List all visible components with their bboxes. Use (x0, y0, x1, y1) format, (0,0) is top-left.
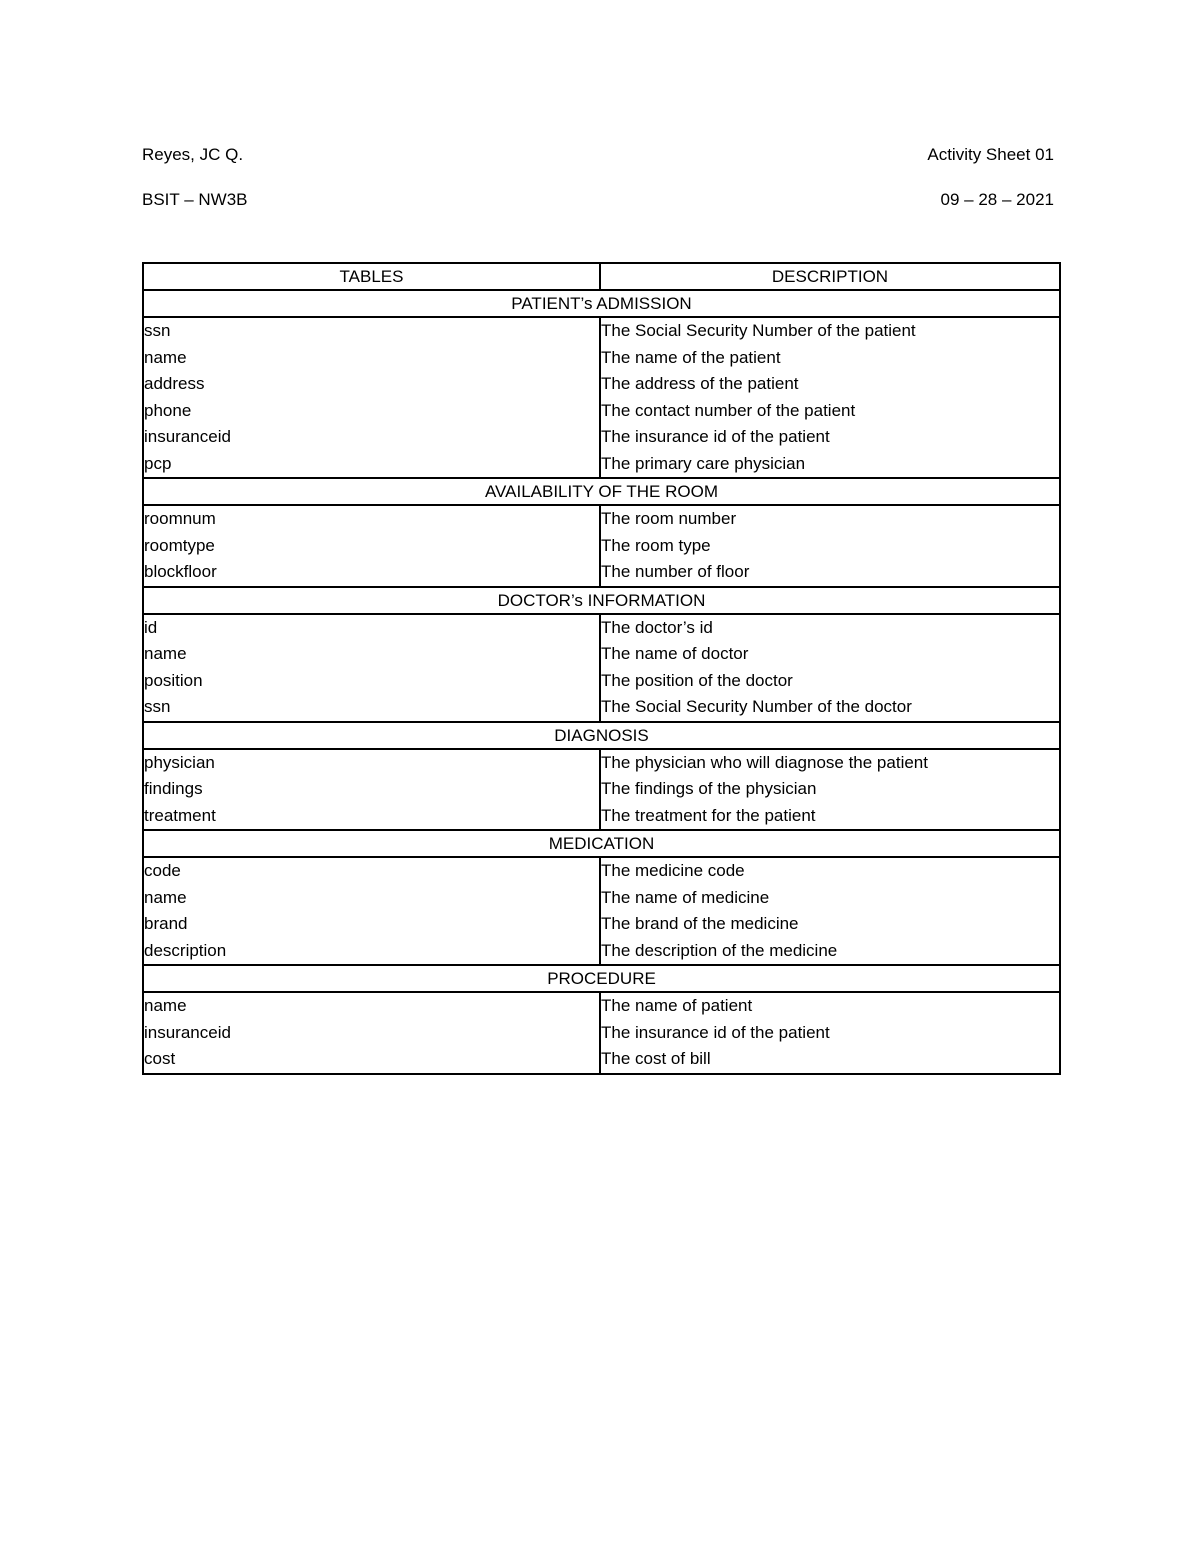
field-name: code (144, 861, 181, 880)
field-name: address (144, 374, 205, 393)
field-name: physician (144, 752, 215, 772)
field-description: The insurance id of the patient (601, 427, 830, 446)
field-name: name (144, 347, 187, 367)
section-body-row-diagnosis (143, 749, 1060, 831)
section-title: PROCEDURE (143, 965, 1060, 992)
field-description: The treatment for the patient (601, 805, 816, 825)
field-name: findings (144, 779, 203, 798)
description-list (600, 992, 1060, 1074)
field-description: The room type (601, 535, 711, 555)
field-description: The doctor’s id (601, 617, 713, 637)
field-list (143, 317, 600, 478)
activity-title: Activity Sheet 01 (927, 145, 1054, 164)
student-name: Reyes, JC Q. (142, 145, 244, 164)
column-header-description: DESCRIPTION (600, 263, 1060, 290)
field-description: The name of the patient (601, 347, 781, 367)
field-description: The Social Security Number of the doctor (601, 697, 912, 716)
student-section: BSIT – NW3B (142, 190, 248, 209)
field-list (143, 749, 600, 831)
field-name: position (144, 670, 203, 690)
field-name: cost (144, 1049, 176, 1068)
section-title: AVAILABILITY OF THE ROOM (143, 478, 1060, 505)
description-list (600, 857, 1060, 965)
field-name: brand (144, 914, 188, 933)
section-body-row-doctors-information (143, 614, 1060, 722)
section-title-row-procedure (143, 965, 1060, 992)
field-list (143, 992, 600, 1074)
field-description: The name of medicine (601, 887, 770, 907)
field-name: roomtype (144, 535, 215, 555)
section-title-row-patients-admission (143, 290, 1060, 317)
field-description: The name of doctor (601, 644, 749, 663)
section-title: PATIENT’s ADMISSION (143, 290, 1060, 317)
section-title-row-diagnosis (143, 722, 1060, 749)
table-header-row (143, 263, 1060, 290)
section-body-row-medication (143, 857, 1060, 965)
section-title-row-medication (143, 830, 1060, 857)
field-name: description (144, 940, 227, 960)
section-body-row-room-availability (143, 505, 1060, 587)
field-description: The position of the doctor (601, 670, 793, 690)
field-name: insuranceid (144, 427, 231, 446)
section-title-row-room-availability (143, 478, 1060, 505)
field-description: The description of the medicine (601, 940, 838, 960)
field-description: The name of patient (601, 996, 753, 1015)
field-name: id (144, 617, 158, 637)
description-list (600, 505, 1060, 587)
field-description: The room number (601, 509, 737, 528)
description-list (600, 317, 1060, 478)
section-title: MEDICATION (143, 830, 1060, 857)
field-name: name (144, 644, 187, 663)
field-description: The brand of the medicine (601, 914, 799, 933)
section-title: DIAGNOSIS (143, 722, 1060, 749)
section-body-row-procedure (143, 992, 1060, 1074)
field-name: name (144, 887, 187, 907)
section-body-row-patients-admission (143, 317, 1060, 478)
description-list (600, 614, 1060, 722)
table-body (143, 290, 1060, 1074)
field-description: The Social Security Number of the patient (601, 321, 916, 340)
section-title: DOCTOR’s INFORMATION (143, 587, 1060, 614)
column-header-tables: TABLES (143, 263, 600, 290)
field-name: treatment (144, 805, 216, 825)
field-description: The cost of bill (601, 1049, 711, 1068)
field-description: The physician who will diagnose the patient (601, 752, 928, 772)
section-title-row-doctors-information (143, 587, 1060, 614)
field-list (143, 505, 600, 587)
field-description: The contact number of the patient (601, 400, 856, 420)
field-name: insuranceid (144, 1022, 231, 1042)
field-list (143, 857, 600, 965)
field-name: pcp (144, 453, 172, 473)
field-name: name (144, 996, 187, 1015)
field-description: The address of the patient (601, 374, 799, 393)
field-name: roomnum (144, 509, 216, 528)
field-name: ssn (144, 697, 171, 716)
field-description: The findings of the physician (601, 779, 817, 798)
field-name: blockfloor (144, 562, 217, 581)
field-description: The medicine code (601, 861, 745, 880)
field-name: phone (144, 400, 192, 420)
field-description: The number of floor (601, 562, 750, 581)
data-dictionary-table (142, 262, 1061, 1075)
field-description: The insurance id of the patient (601, 1022, 830, 1042)
field-description: The primary care physician (601, 453, 806, 473)
description-list (600, 749, 1060, 831)
field-list (143, 614, 600, 722)
activity-date: 09 – 28 – 2021 (940, 190, 1054, 209)
field-name: ssn (144, 321, 171, 340)
